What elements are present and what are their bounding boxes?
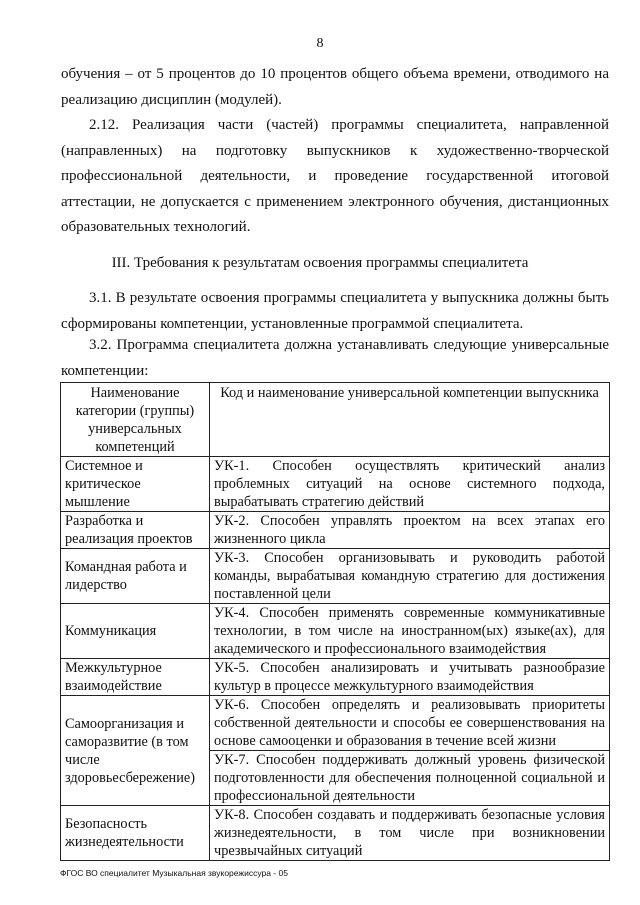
header-code: Код и наименование универсальной компетенции выпускника [210, 383, 610, 457]
page-number: 8 [316, 36, 324, 51]
paragraph-2-12: 2.12. Реализация части (частей) программы специалитета, направленной (направленных) на подготовку выпускников к художественно-творческой профессиональной деятельности, и проведение государственной итоговой аттестации, не допускается с применением электронного обучения, дистанционных образовательных технологий. [61, 117, 609, 235]
table-row [61, 604, 610, 659]
table-row [61, 659, 610, 696]
table-row [61, 549, 610, 604]
table-row [61, 457, 610, 512]
competencies-table [60, 382, 610, 861]
table-row [61, 696, 610, 751]
table-row [61, 512, 610, 549]
category-cell: Коммуникация [61, 604, 210, 659]
paragraph-3-2: 3.2. Программа специалитета должна устанавливать следующие универсальные компетенции: [61, 337, 609, 379]
table-row [61, 806, 610, 861]
competency-cell: УК-5. Способен анализировать и учитывать разнообразие культур в процессе межкультурного взаимодействия [210, 659, 610, 696]
paragraph-continuation: обучения – от 5 процентов до 10 процентов общего объема времени, отводимого на реализацию дисциплин (модулей). [61, 66, 609, 108]
category-cell: Системное и критическое мышление [61, 457, 210, 512]
competency-cell: УК-8. Способен создавать и поддерживать безопасные условия жизнедеятельности, в том числе при возникновении чрезвычайных ситуаций [210, 806, 610, 861]
competency-cell: УК-2. Способен управлять проектом на всех этапах его жизненного цикла [210, 512, 610, 549]
paragraph-3-1: 3.1. В результате освоения программы специалитета у выпускника должны быть сформированы компетенции, установленные программой специалитета. [61, 290, 609, 332]
category-cell: Безопасность жизнедеятельности [61, 806, 210, 861]
competency-cell: УК-3. Способен организовывать и руководить работой команды, вырабатывая командную стратегию для достижения поставленной цели [210, 549, 610, 604]
category-cell: Самоорганизация и саморазвитие (в том числе здоровьесбережение) [61, 696, 210, 806]
competency-cell: УК-4. Способен применять современные коммуникативные технологии, в том числе на иностранном(ых) языке(ах), для академического и профессионального взаимодействия [210, 604, 610, 659]
section-heading: III. Требования к результатам освоения программы специалитета [111, 255, 529, 271]
category-cell: Командная работа и лидерство [61, 549, 210, 604]
competency-cell: УК-6. Способен определять и реализовывать приоритеты собственной деятельности и способы ее совершенствования на основе самооценки и образования в течение всей жизни [210, 696, 610, 751]
competency-cell: УК-1. Способен осуществлять критический анализ проблемных ситуаций на основе системного подхода, вырабатывать стратегию действий [210, 457, 610, 512]
competency-cell: УК-7. Способен поддерживать должный уровень физической подготовленности для обеспечения полноценной социальной и профессиональной деятельности [210, 751, 610, 806]
table-header-row [61, 383, 610, 457]
category-cell: Разработка и реализация проектов [61, 512, 210, 549]
page-footer: ФГОС ВО специалитет Музыкальная звукорежиссура - 05 [60, 868, 288, 878]
header-category: Наименование категории (группы) универсальных компетенций [61, 383, 210, 457]
category-cell: Межкультурное взаимодействие [61, 659, 210, 696]
